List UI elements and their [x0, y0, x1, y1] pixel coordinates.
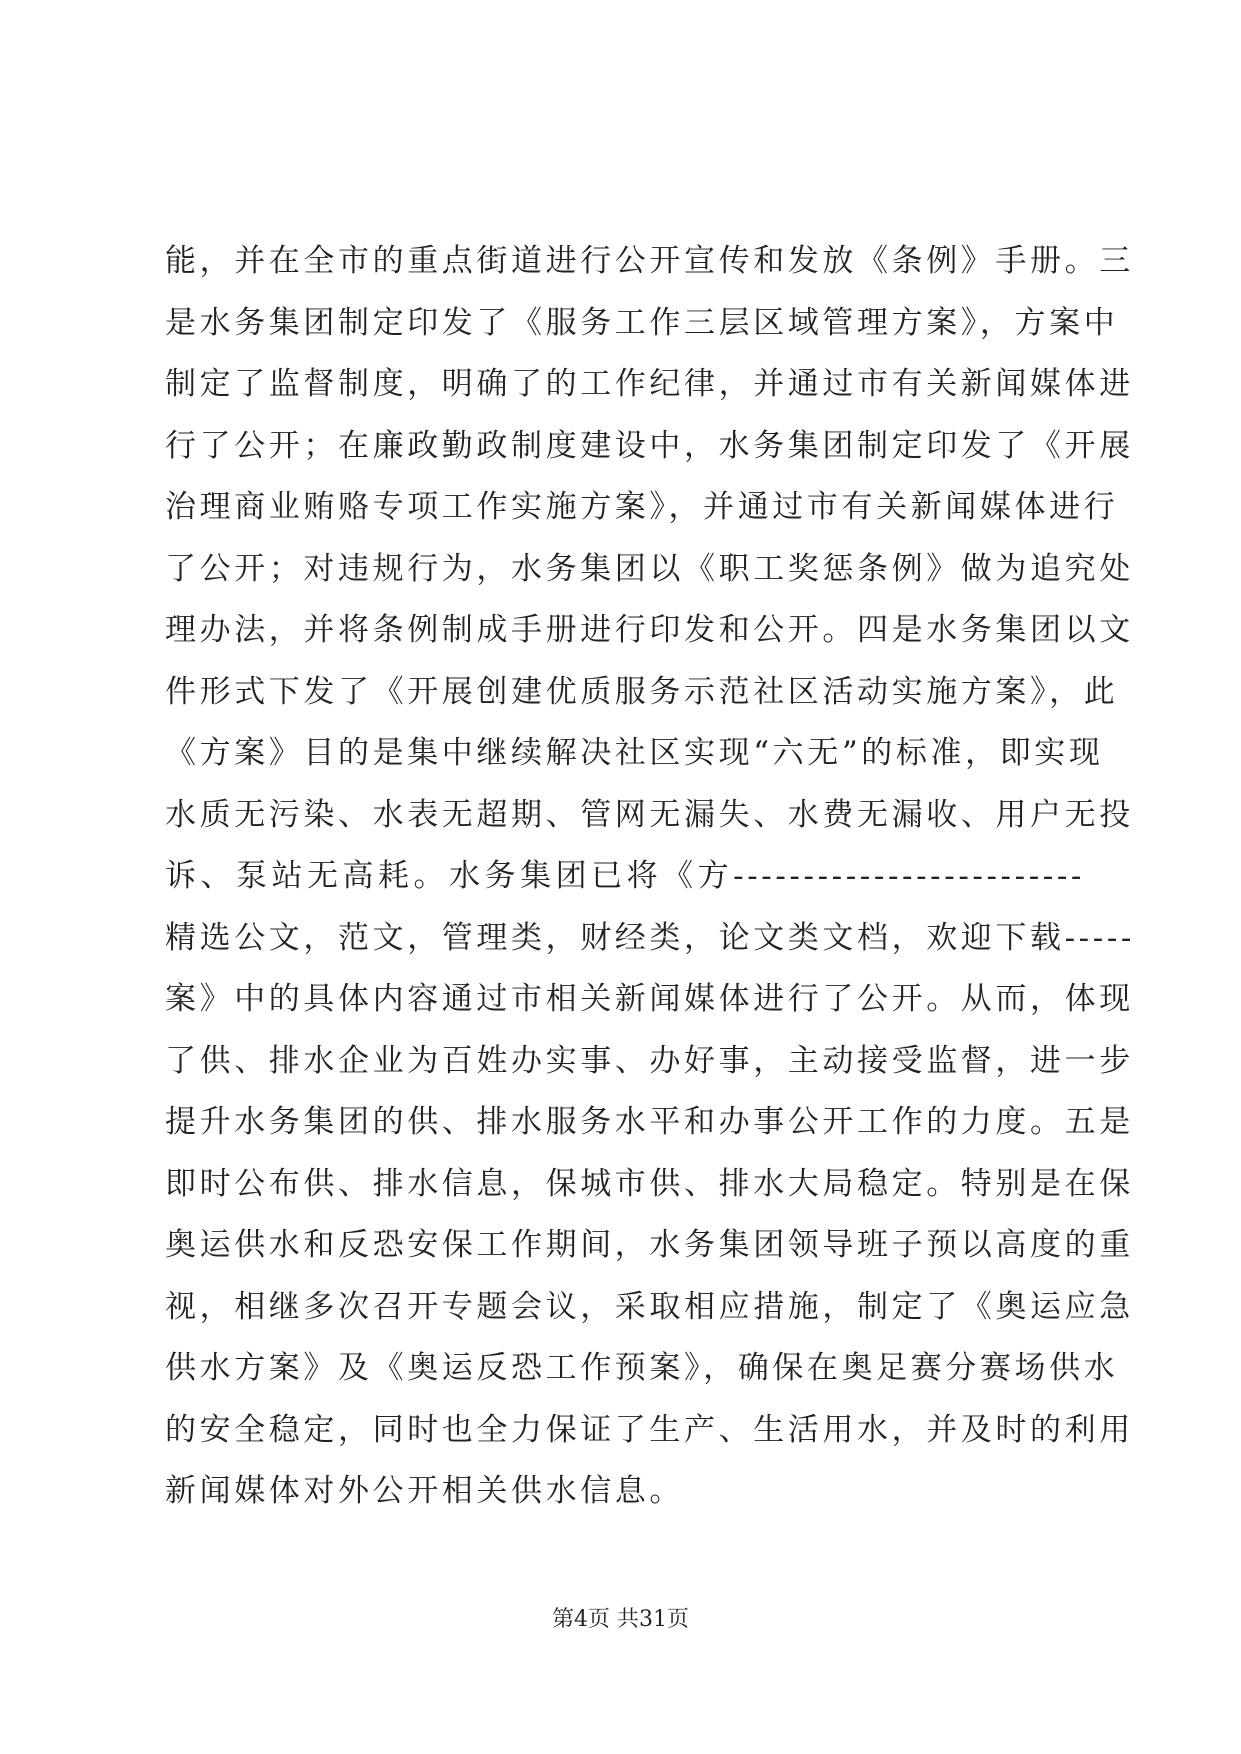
text-line-3: 制定了监督制度，明确了的工作纪律，并通过市有关新闻媒体进 [165, 366, 1134, 402]
text-line-6: 了公开；对违规行为，水务集团以《职工奖惩条例》做为追究处 [165, 550, 1134, 587]
text-line-7: 理办法，并将条例制成手册进行印发和公开。四是水务集团以文 [165, 612, 1134, 648]
text-line-5: 治理商业贿赂专项工作实施方案》，并通过市有关新闻媒体进行 [165, 489, 1119, 525]
text-line-18: 视，相继多次召开专题会议，采取相应措施，制定了《奥运应急 [165, 1288, 1134, 1325]
text-line-15: 提升水务集团的供、排水服务水平和办事公开工作的力度。五是 [165, 1104, 1134, 1140]
text-line-16: 即时公布供、排水信息，保城市供、排水大局稳定。特别是在保 [165, 1165, 1134, 1202]
text-line-12: 精选公文，范文，管理类，财经类，论文类文档，欢迎下载----- [165, 919, 1135, 956]
text-line-21: 新闻媒体对外公开相关供水信息。 [165, 1473, 684, 1509]
text-line-4: 行了公开；在廉政勤政制度建设中，水务集团制定印发了《开展 [165, 427, 1134, 464]
text-line-2: 是水务集团制定印发了《服务工作三层区域管理方案》，方案中 [165, 304, 1119, 341]
text-line-17: 奥运供水和反恐安保工作期间，水务集团领导班子预以高度的重 [165, 1227, 1134, 1263]
text-line-13: 案》中的具体内容通过市相关新闻媒体进行了公开。从而，体现 [165, 981, 1134, 1017]
text-line-20: 的安全稳定，同时也全力保证了生产、生活用水，并及时的利用 [165, 1411, 1134, 1448]
body-text [165, 231, 1135, 1523]
text-line-19: 供水方案》及《奥运反恐工作预案》，确保在奥足赛分赛场供水 [165, 1350, 1119, 1386]
text-line-8: 件形式下发了《开展创建优质服务示范社区活动实施方案》，此 [165, 673, 1119, 710]
text-line-10: 水质无污染、水表无超期、管网无漏失、水费无漏收、用户无投 [165, 796, 1134, 833]
text-line-14: 了供、排水企业为百姓办实事、办好事，主动接受监督，进一步 [165, 1042, 1134, 1079]
page-number-footer: 第4页 共31页 [552, 1607, 689, 1632]
text-line-11: 诉、泵站无高耗。水务集团已将《方------------------------- [165, 858, 1085, 894]
text-line-9: 《方案》目的是集中继续解决社区实现“六无”的标准，即实现 [165, 735, 1104, 771]
text-line-1: 能，并在全市的重点街道进行公开宣传和发放《条例》手册。三 [165, 243, 1134, 279]
